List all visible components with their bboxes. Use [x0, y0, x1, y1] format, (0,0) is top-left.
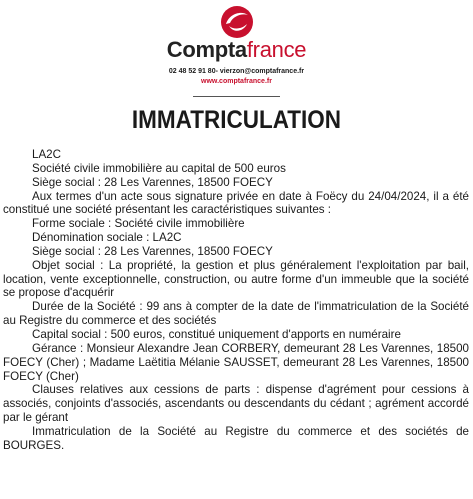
website-link[interactable]: www.comptafrance.fr	[201, 78, 272, 85]
contact-line: 02 48 52 91 80- vierzon@comptafrance.fr	[168, 68, 305, 75]
notice-paragraph: Siège social : 28 Les Varennes, 18500 FOECY	[32, 244, 273, 258]
brand-name	[0, 37, 473, 63]
notice-paragraph: LA2C	[32, 148, 62, 161]
notice-body	[3, 148, 469, 453]
notice-paragraph: Forme sociale : Société civile immobilière	[32, 217, 245, 231]
notice-paragraph: Clauses relatives aux cessions de parts : dispense d'agrément pour cessions à associés, conjoints d'associés, ascendants ou descendants du cédant ; agrément accordé par le gérant	[3, 383, 469, 425]
title-divider	[193, 96, 280, 97]
notice-paragraph: Immatriculation de la Société au Registre du commerce et des sociétés de BOURGES.	[3, 424, 469, 452]
notice-paragraph: Siège social : 28 Les Varennes, 18500 FOECY	[32, 175, 273, 189]
notice-paragraph: Aux termes d'un acte sous signature privée en date à Foëcy du 24/04/2024, il a été constitué une société présentant les caractéristiques suivantes :	[3, 189, 469, 217]
notice-paragraph: Capital social : 500 euros, constitué uniquement d'apports en numéraire	[32, 327, 401, 341]
publisher-header	[0, 0, 473, 100]
notice-paragraph: Gérance : Monsieur Alexandre Jean CORBERY, demeurant 28 Les Varennes, 18500 FOECY (Cher) ; Madame Laëtitia Mélanie SAUSSET, demeurant 28 Les Varennes, 18500 FOECY (Cher)	[3, 341, 469, 383]
notice-title: IMMATRICULATION	[131, 106, 342, 134]
compta-e-logo-icon	[220, 5, 254, 39]
notice-paragraph: Dénomination sociale : LA2C	[32, 231, 182, 245]
brand-name-part1: Compta	[166, 37, 247, 62]
notice-paragraph: Société civile immobilière au capital de 500 euros	[32, 161, 286, 175]
brand-name-part2: france	[246, 37, 307, 62]
notice-paragraph: Durée de la Société : 99 ans à compter de la date de l'immatriculation de la Société au Registre du commerce et des sociétés	[3, 300, 469, 328]
notice-paragraph: Objet social : La propriété, la gestion et plus généralement l'exploitation par bail, location, vente exceptionnelle, construction, ou autre forme d'un immeuble que la société se propose d'acquérir	[3, 258, 469, 300]
